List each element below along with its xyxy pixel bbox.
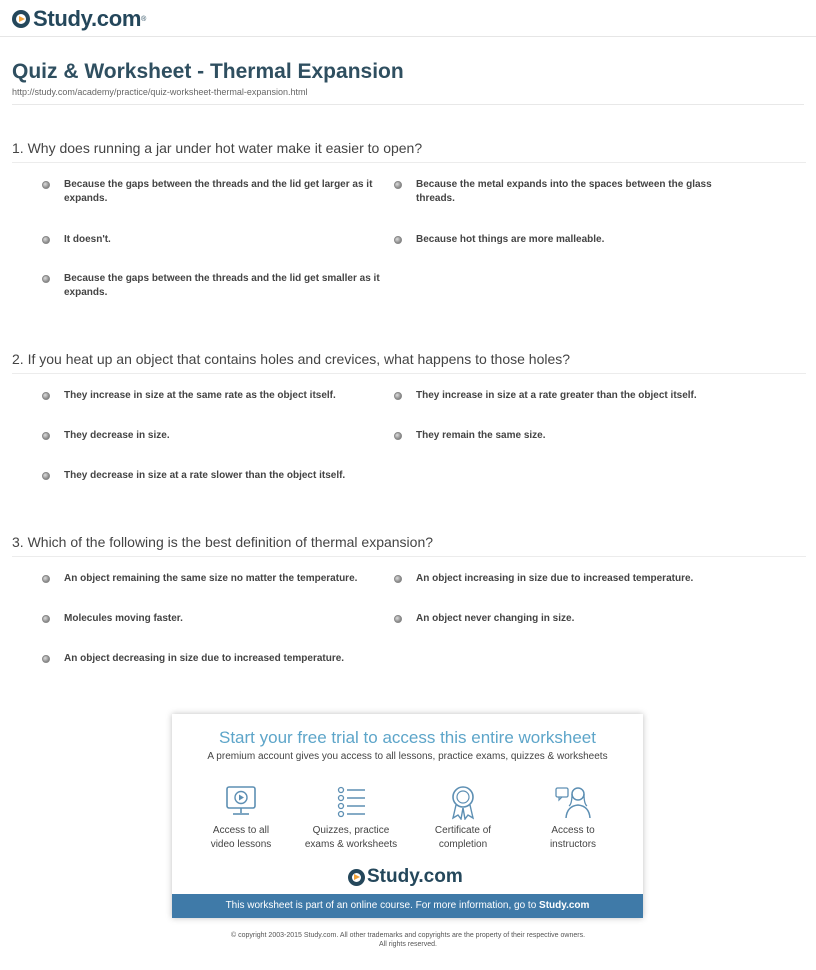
- radio-icon[interactable]: [394, 615, 402, 623]
- promo-studycom-logo[interactable]: [348, 866, 463, 888]
- header-divider: [0, 36, 816, 37]
- free-trial-promo: [172, 714, 643, 918]
- copyright-line: © copyright 2003-2015 Study.com. All other trademarks and copyrights are the property of their respective owners.: [230, 932, 586, 939]
- feature-line: Access to: [551, 825, 595, 836]
- radio-icon[interactable]: [42, 472, 50, 480]
- question-text: 3. Which of the following is the best definition of thermal expansion?: [12, 534, 434, 550]
- radio-icon[interactable]: [42, 275, 50, 283]
- studycom-link[interactable]: Study.com: [539, 900, 590, 911]
- question-text: 2. If you heat up an object that contains holes and crevices, what happens to those holes?: [12, 351, 571, 367]
- answer-option[interactable]: An object remaining the same size no matter the temperature.: [42, 572, 384, 586]
- feature-certificate: [404, 784, 522, 852]
- promo-title[interactable]: Start your free trial to access this entire worksheet: [219, 728, 596, 747]
- question-3: [12, 534, 804, 664]
- feature-line: video lessons: [210, 839, 272, 850]
- trademark: ®: [141, 15, 147, 23]
- answer-option[interactable]: Because the gaps between the threads and the lid get larger as it expands.: [42, 178, 384, 206]
- radio-icon[interactable]: [42, 236, 50, 244]
- answer-option[interactable]: An object never changing in size.: [394, 612, 736, 626]
- answer-option[interactable]: They increase in size at a rate greater than the object itself.: [394, 389, 736, 403]
- question-divider: [12, 162, 806, 163]
- title-divider: [12, 104, 804, 105]
- radio-icon[interactable]: [42, 392, 50, 400]
- certificate-icon: [443, 784, 483, 820]
- radio-icon[interactable]: [42, 181, 50, 189]
- list-icon: [331, 784, 371, 820]
- feature-line: Quizzes, practice: [312, 825, 390, 836]
- radio-icon[interactable]: [394, 392, 402, 400]
- studycom-logo[interactable]: [12, 6, 146, 32]
- question-divider: [12, 556, 806, 557]
- feature-line: instructors: [549, 839, 597, 850]
- page-title: Quiz & Worksheet - Thermal Expansion: [12, 60, 404, 83]
- question-divider: [12, 373, 806, 374]
- feature-line: exams & worksheets: [304, 839, 398, 850]
- play-logo-icon: [348, 869, 365, 886]
- copyright-line: All rights reserved.: [379, 941, 437, 948]
- video-lesson-icon: [221, 784, 261, 820]
- answer-option[interactable]: Because the metal expands into the spaces between the glass threads.: [394, 178, 736, 206]
- question-2: [12, 351, 804, 481]
- radio-icon[interactable]: [42, 655, 50, 663]
- question-1: [12, 140, 804, 298]
- answer-option[interactable]: They increase in size at the same rate as the object itself.: [42, 389, 384, 403]
- feature-video-lessons: [182, 784, 300, 852]
- logo-text: Study.com: [33, 6, 142, 31]
- radio-icon[interactable]: [42, 432, 50, 440]
- radio-icon[interactable]: [42, 615, 50, 623]
- feature-line: Certificate of: [434, 825, 492, 836]
- promo-subtitle: A premium account gives you access to all lessons, practice exams, quizzes & worksheets: [207, 751, 608, 762]
- answer-option[interactable]: Molecules moving faster.: [42, 612, 384, 626]
- answer-option[interactable]: They decrease in size.: [42, 429, 384, 443]
- feature-line: completion: [438, 839, 488, 850]
- question-text: 1. Why does running a jar under hot water make it easier to open?: [12, 140, 423, 156]
- answer-option[interactable]: Because hot things are more malleable.: [394, 233, 736, 247]
- radio-icon[interactable]: [394, 432, 402, 440]
- feature-line: Access to all: [212, 825, 270, 836]
- radio-icon[interactable]: [394, 181, 402, 189]
- feature-instructors: [514, 784, 632, 852]
- logo-text: Study.com: [367, 866, 463, 887]
- copyright-notice: [0, 931, 816, 949]
- radio-icon[interactable]: [394, 575, 402, 583]
- instructor-icon: [553, 784, 593, 820]
- answer-option[interactable]: They remain the same size.: [394, 429, 736, 443]
- promo-info-bar: [172, 894, 643, 918]
- bar-text: This worksheet is part of an online course. For more information, go to: [225, 900, 537, 911]
- answer-option[interactable]: An object decreasing in size due to increased temperature.: [42, 652, 384, 666]
- radio-icon[interactable]: [42, 575, 50, 583]
- radio-icon[interactable]: [394, 236, 402, 244]
- answer-option[interactable]: An object increasing in size due to increased temperature.: [394, 572, 736, 586]
- answer-option[interactable]: Because the gaps between the threads and the lid get smaller as it expands.: [42, 272, 384, 300]
- feature-quizzes: [292, 784, 410, 852]
- answer-option[interactable]: They decrease in size at a rate slower than the object itself.: [42, 469, 384, 483]
- page-url: http://study.com/academy/practice/quiz-worksheet-thermal-expansion.html: [12, 87, 308, 97]
- play-logo-icon: [12, 10, 30, 28]
- answer-option[interactable]: It doesn't.: [42, 233, 384, 247]
